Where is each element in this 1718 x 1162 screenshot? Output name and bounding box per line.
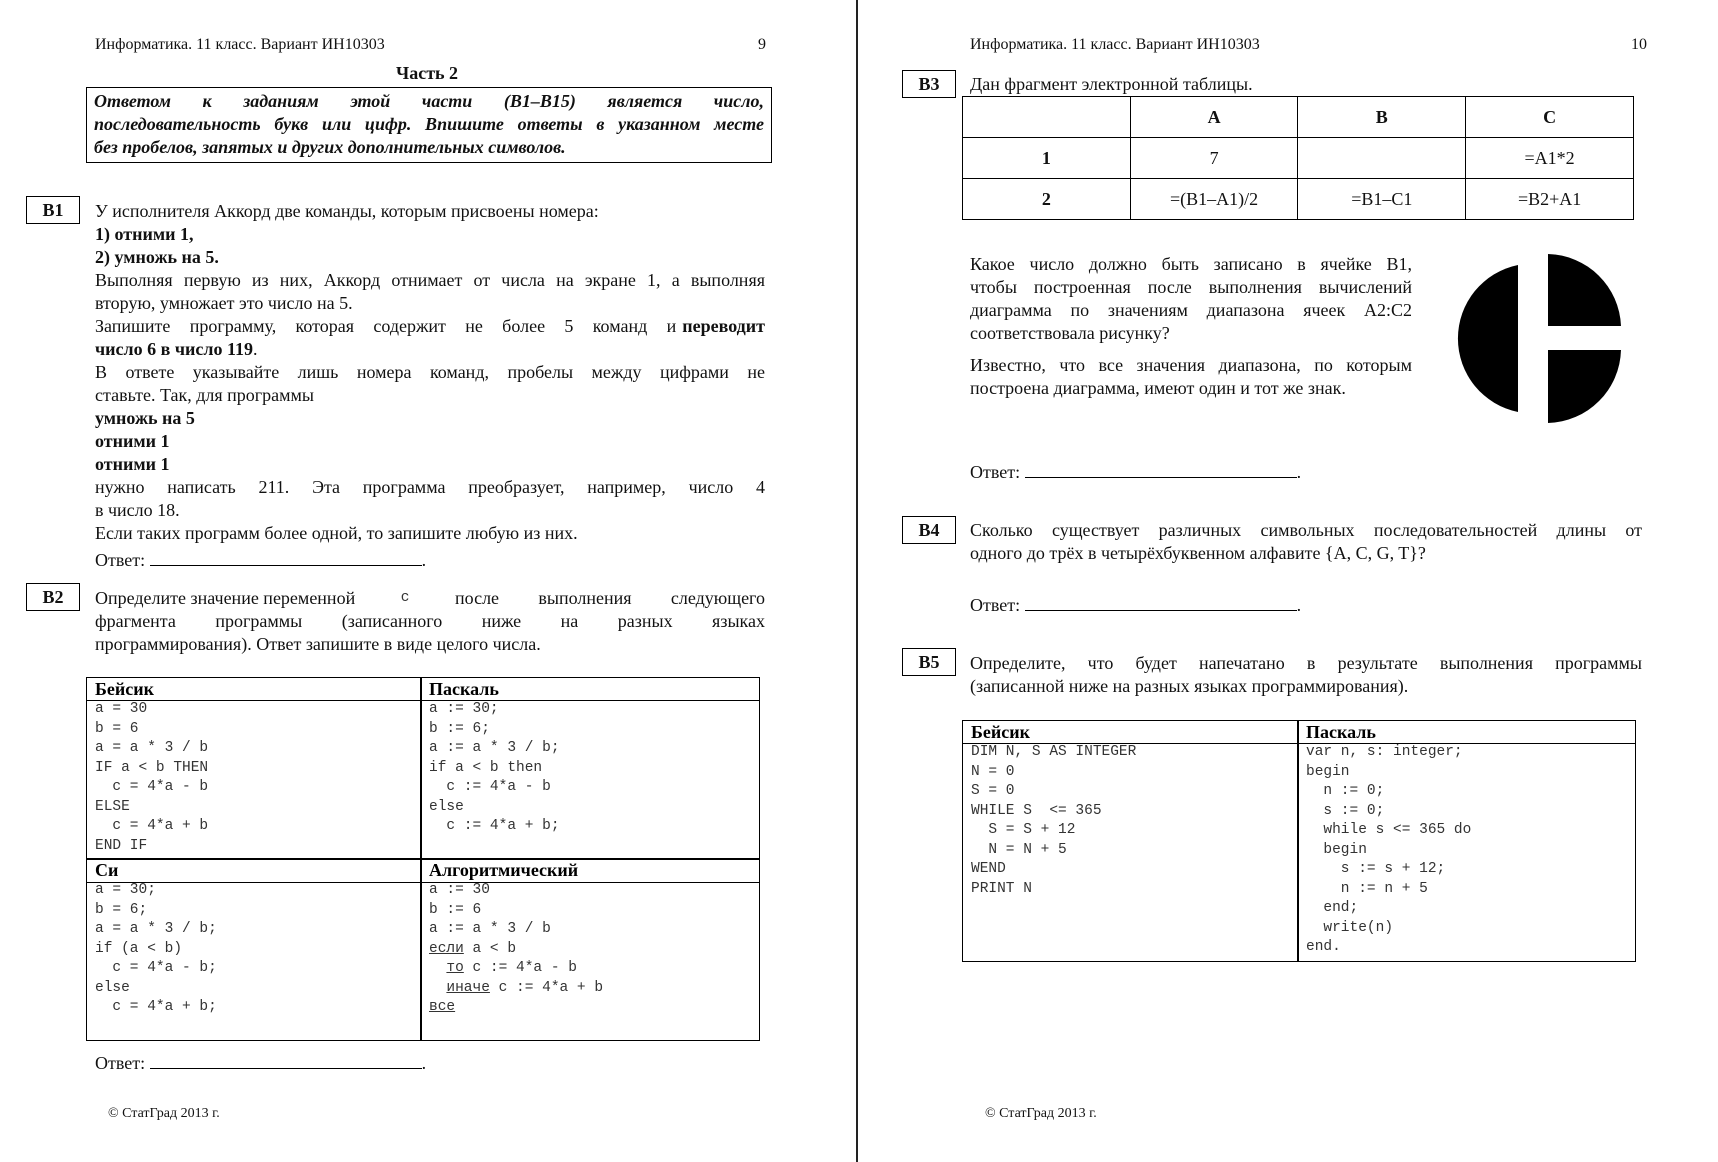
answer-label: Ответ: — [970, 462, 1021, 482]
left-page-header: Информатика. 11 класс. Вариант ИН10303 — [95, 36, 385, 53]
b2-line-part: после выполнения следующего — [455, 588, 765, 608]
pie-slice-bottom-right-quarter — [1548, 350, 1621, 423]
part-title: Часть 2 — [396, 63, 459, 83]
code-fragment: c := 4*a + b — [489, 979, 604, 996]
answer-blank[interactable] — [1025, 594, 1297, 611]
b4-text — [970, 519, 1642, 565]
code-line: var n, s: integer; — [1306, 744, 1463, 760]
code-line: a = a * 3 / b — [95, 740, 209, 756]
right-page-header: Информатика. 11 класс. Вариант ИН10303 — [970, 36, 1260, 53]
code-fragment: c := 4*a - b — [463, 960, 577, 976]
cell-a2: =(B1–A1)/2 — [1130, 179, 1298, 220]
code-line — [429, 979, 603, 999]
code-line: a := a * 3 / b; — [429, 740, 560, 756]
cell-c1: =A1*2 — [1466, 138, 1634, 179]
cell-b1 — [1298, 138, 1466, 179]
b1-example-command: отними 1 — [95, 431, 170, 451]
b1-answer: Ответ: . — [95, 550, 427, 570]
code-line: a := 30 — [429, 882, 490, 898]
code-line: write(n) — [1306, 919, 1394, 936]
b1-line-bold: число 6 в число 119 — [95, 339, 253, 359]
b3-line: Какое число должно быть записано в ячейке B1, — [970, 254, 1412, 274]
code-line: END IF — [95, 837, 148, 854]
page-divider — [856, 0, 858, 1162]
basic-title: Бейсик — [971, 722, 1030, 742]
task-label-b5: В5 — [902, 648, 956, 676]
code-line: if (a < b) — [95, 940, 183, 957]
answer-label: Ответ: — [95, 550, 146, 570]
code-line: end; — [1306, 900, 1359, 916]
code-line: b = 6; — [95, 901, 148, 918]
code-line: b := 6 — [429, 901, 482, 918]
instruction-line: Ответом к заданиям этой части (В1–В15) является число, — [94, 91, 764, 111]
algo-code-cell — [429, 859, 603, 1018]
code-line: c = 4*a - b — [95, 779, 209, 795]
b2-answer: Ответ: . — [95, 1053, 427, 1073]
c-title: Си — [95, 860, 119, 880]
code-line: N = 0 — [971, 763, 1015, 780]
spreadsheet-header-row — [963, 97, 1634, 138]
right-footer: © СтатГрад 2013 г. — [985, 1106, 1097, 1121]
code-fragment: a < b — [463, 940, 517, 957]
b3-line: чтобы построенная после выполнения вычислений — [970, 277, 1412, 297]
b3-question — [970, 253, 1412, 400]
code-line: else — [95, 979, 130, 996]
b5-line: (записанной ниже на разных языках программирования). — [970, 676, 1409, 696]
b1-line — [95, 338, 765, 361]
b3-line: Известно, что все значения диапазона, по которым — [970, 355, 1412, 375]
c-code-cell — [95, 859, 217, 1018]
column-header: C — [1466, 97, 1634, 138]
code-line: b = 6 — [95, 720, 139, 737]
code-line: c = 4*a - b; — [95, 960, 217, 976]
variable-c: c — [400, 590, 410, 606]
code-line: N = N + 5 — [971, 841, 1067, 858]
b1-line: Если таких программ более одной, то запишите любую из них. — [95, 523, 578, 543]
code-line: begin — [1306, 841, 1367, 858]
answer-label: Ответ: — [95, 1053, 146, 1073]
code-line: end. — [1306, 939, 1341, 955]
b5-code-table — [962, 720, 1636, 962]
instruction-line: последовательность букв или цифр. Впишите ответы в указанном месте — [94, 114, 764, 134]
pascal-title: Паскаль — [1306, 722, 1376, 742]
code-line: DIM N, S AS INTEGER — [971, 744, 1137, 760]
pascal-code-cell — [1306, 721, 1471, 958]
code-table-vline — [1297, 721, 1299, 961]
b1-line: нужно написать 211. Эта программа преобразует, например, число 4 — [95, 477, 765, 497]
code-line: s := 0; — [1306, 802, 1385, 819]
pascal-title: Паскаль — [429, 679, 499, 699]
code-line: S = 0 — [971, 783, 1015, 799]
b1-line: У исполнителя Аккорд две команды, которым присвоены номера: — [95, 201, 599, 221]
instruction-box — [86, 87, 772, 163]
code-line: S = S + 12 — [971, 822, 1076, 838]
answer-blank[interactable] — [1025, 461, 1297, 478]
code-line: PRINT N — [971, 880, 1032, 897]
code-line: s := s + 12; — [1306, 861, 1446, 877]
spreadsheet-table — [962, 96, 1634, 220]
b3-line: диаграмма по значениям диапазона ячеек A2:C2 — [970, 300, 1412, 320]
left-footer: © СтатГрад 2013 г. — [108, 1106, 220, 1121]
cell-a1: 7 — [1130, 138, 1298, 179]
answer-blank[interactable] — [150, 1052, 422, 1069]
b4-line: одного до трёх в четырёхбуквенном алфавите {A, C, G, T}? — [970, 543, 1426, 563]
instruction-line: без пробелов, запятых и других дополнительных символов. — [94, 137, 566, 157]
b5-text — [970, 652, 1642, 698]
column-header: A — [1130, 97, 1298, 138]
basic-code-cell — [95, 678, 208, 856]
basic-code-cell — [971, 721, 1136, 899]
code-line: a = a * 3 / b; — [95, 921, 217, 937]
task-label-b2: В2 — [26, 583, 80, 611]
b1-line-part: Запишите программу, которая содержит не более 5 команд и — [95, 316, 677, 336]
code-line: c := 4*a - b — [429, 779, 551, 795]
pie-chart-figure — [1440, 250, 1630, 430]
code-line: WHILE S <= 365 — [971, 802, 1102, 819]
task-label-b1: В1 — [26, 196, 80, 224]
keyword-esli: если — [429, 940, 464, 957]
code-line: while s <= 365 do — [1306, 822, 1472, 838]
code-line: a = 30; — [95, 882, 156, 898]
code-line: c = 4*a + b; — [95, 999, 217, 1015]
b3-line: построена диаграмма, имеют один и тот же знак. — [970, 378, 1346, 398]
b3-line: соответствовала рисунку? — [970, 323, 1170, 343]
code-line: c = 4*a + b — [95, 818, 209, 834]
code-line: WEND — [971, 861, 1006, 877]
code-line: a = 30 — [95, 701, 148, 717]
code-line: b := 6; — [429, 720, 490, 737]
pie-slice-left-half — [1458, 265, 1518, 412]
spreadsheet-row — [963, 138, 1634, 179]
keyword-inache: иначе — [446, 979, 490, 996]
spreadsheet-row — [963, 179, 1634, 220]
answer-blank[interactable] — [150, 549, 422, 566]
code-line: n := 0; — [1306, 783, 1385, 799]
spreadsheet-corner — [963, 97, 1131, 138]
b1-line — [95, 315, 765, 338]
code-line: ELSE — [95, 798, 130, 815]
b1-line-bold: переводит — [682, 316, 765, 336]
b1-command-1: 1) отними 1, — [95, 224, 194, 244]
b2-line: программирования). Ответ запишите в виде целого числа. — [95, 634, 541, 654]
b4-answer: Ответ: . — [970, 595, 1302, 615]
pascal-code-cell — [429, 678, 560, 837]
b1-example-command: отними 1 — [95, 454, 170, 474]
b4-line: Сколько существует различных символьных последовательностей длины от — [970, 520, 1642, 540]
b1-line: вторую, умножает это число на 5. — [95, 293, 353, 313]
b2-line — [95, 587, 765, 610]
right-page-number: 10 — [1631, 36, 1647, 53]
algo-title: Алгоритмический — [429, 860, 579, 880]
code-line — [429, 940, 603, 960]
code-line: a := 30; — [429, 701, 499, 717]
b1-example-command: умножь на 5 — [95, 408, 195, 428]
task-label-b3: В3 — [902, 70, 956, 98]
b1-line: ставьте. Так, для программы — [95, 385, 315, 405]
answer-label: Ответ: — [970, 595, 1021, 615]
column-header: B — [1298, 97, 1466, 138]
keyword-vse: все — [429, 999, 456, 1015]
code-line: IF a < b THEN — [95, 759, 209, 776]
b2-line: фрагмента программы (записанного ниже на разных языках — [95, 611, 765, 631]
keyword-to: то — [446, 960, 464, 976]
basic-title: Бейсик — [95, 679, 154, 699]
b3-intro: Дан фрагмент электронной таблицы. — [970, 74, 1253, 94]
task-label-b4: В4 — [902, 516, 956, 544]
code-line: begin — [1306, 763, 1350, 780]
b5-line: Определите, что будет напечатано в результате выполнения программы — [970, 653, 1642, 673]
b2-code-table — [86, 677, 760, 1041]
b3-answer: Ответ: . — [970, 462, 1302, 482]
cell-c2: =B2+A1 — [1466, 179, 1634, 220]
b2-line-part: Определите значение переменной — [95, 588, 356, 608]
b1-command-2: 2) умножь на 5. — [95, 247, 219, 267]
b1-line-end: . — [252, 339, 258, 359]
pie-slice-top-right-quarter — [1548, 254, 1621, 326]
code-line: a := a * 3 / b — [429, 921, 551, 937]
b1-text — [95, 200, 765, 545]
row-header: 1 — [963, 138, 1131, 179]
cell-b2: =B1–C1 — [1298, 179, 1466, 220]
code-line: else — [429, 798, 464, 815]
b1-line: в число 18. — [95, 500, 180, 520]
code-line: if a < b then — [429, 759, 543, 776]
code-line — [429, 998, 603, 1018]
row-header: 2 — [963, 179, 1131, 220]
left-page-number: 9 — [758, 36, 766, 53]
b1-line: В ответе указывайте лишь номера команд, пробелы между цифрами не — [95, 362, 765, 382]
code-line: n := n + 5 — [1306, 880, 1428, 897]
b2-text — [95, 587, 765, 656]
code-line — [429, 959, 603, 979]
code-line: c := 4*a + b; — [429, 818, 560, 834]
b1-line: Выполняя первую из них, Аккорд отнимает от числа на экране 1, а выполняя — [95, 270, 765, 290]
